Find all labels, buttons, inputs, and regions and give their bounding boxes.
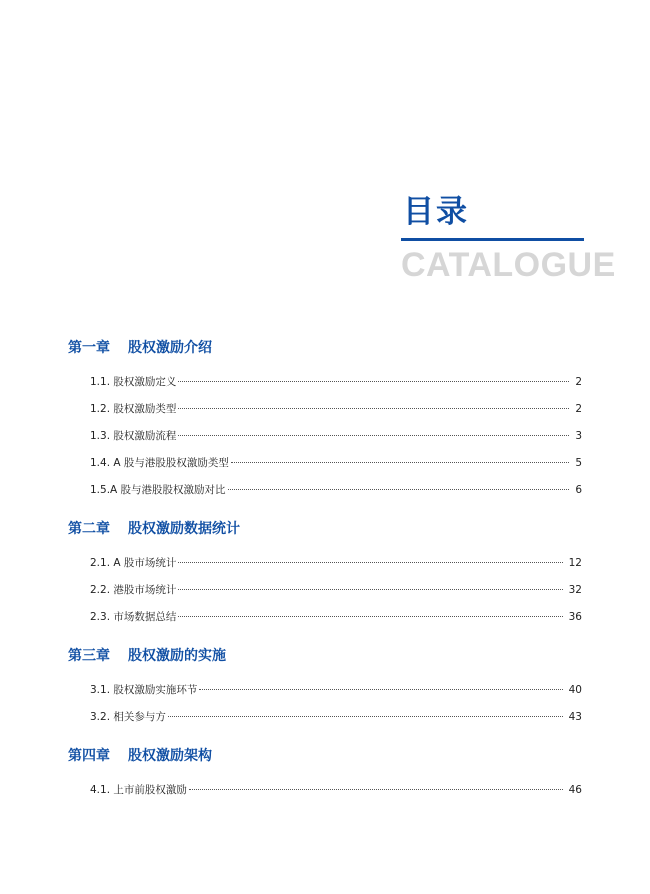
dot-leader — [178, 562, 562, 563]
toc-page-number: 3 — [575, 430, 582, 442]
toc-entry[interactable] — [90, 401, 582, 417]
toc-entry[interactable] — [90, 428, 582, 444]
toc-page-number: 43 — [568, 711, 582, 723]
toc-page-number: 6 — [575, 484, 582, 496]
toc-entry[interactable] — [90, 374, 582, 390]
toc-page-number: 40 — [568, 684, 582, 696]
chapter-number: 第一章 — [68, 340, 110, 356]
toc-entry-label: 3.2. 相关参与方 — [90, 711, 166, 723]
toc-entry[interactable] — [90, 782, 582, 798]
toc-entry-label: 2.1. A 股市场统计 — [90, 557, 177, 569]
toc-entry[interactable] — [90, 609, 582, 625]
page-subtitle: CATALOGUE — [401, 246, 616, 284]
chapter-title: 股权激励的实施 — [128, 648, 226, 664]
dot-leader — [178, 381, 569, 382]
toc-entry-label: 1.1. 股权激励定义 — [90, 376, 177, 388]
chapter-heading[interactable] — [68, 338, 212, 358]
toc-page-number: 2 — [575, 376, 582, 388]
toc-page-number: 5 — [575, 457, 582, 469]
toc-entry[interactable] — [90, 455, 582, 471]
dot-leader — [178, 616, 562, 617]
toc-page-number: 36 — [568, 611, 582, 623]
dot-leader — [178, 589, 562, 590]
toc-entry-label: 3.1. 股权激励实施环节 — [90, 684, 198, 696]
dot-leader — [178, 435, 569, 436]
title-underline — [401, 238, 584, 241]
chapter-number: 第二章 — [68, 521, 110, 537]
catalogue-heading — [401, 192, 616, 285]
toc-entry-label: 1.5.A 股与港股股权激励对比 — [90, 484, 226, 496]
toc-entry[interactable] — [90, 482, 582, 498]
dot-leader — [228, 489, 570, 490]
toc-entry-label: 1.2. 股权激励类型 — [90, 403, 177, 415]
chapter-title: 股权激励架构 — [128, 748, 212, 764]
toc-entry[interactable] — [90, 555, 582, 571]
toc-page-number: 12 — [568, 557, 582, 569]
toc-entry-label: 1.4. A 股与港股股权激励类型 — [90, 457, 229, 469]
toc-page-number: 32 — [568, 584, 582, 596]
chapter-heading[interactable] — [68, 519, 240, 539]
chapter-title: 股权激励介绍 — [128, 340, 212, 356]
page-title: 目录 — [403, 194, 469, 230]
toc-entry-label: 1.3. 股权激励流程 — [90, 430, 177, 442]
toc-entry[interactable] — [90, 582, 582, 598]
chapter-number: 第四章 — [68, 748, 110, 764]
dot-leader — [178, 408, 569, 409]
toc-entry[interactable] — [90, 682, 582, 698]
toc-entry-label: 2.2. 港股市场统计 — [90, 584, 177, 596]
dot-leader — [168, 716, 563, 717]
toc-entry-label: 4.1. 上市前股权激励 — [90, 784, 187, 796]
dot-leader — [231, 462, 569, 463]
chapter-number: 第三章 — [68, 648, 110, 664]
toc-entry[interactable] — [90, 709, 582, 725]
dot-leader — [189, 789, 563, 790]
chapter-heading[interactable] — [68, 746, 212, 766]
chapter-title: 股权激励数据统计 — [128, 521, 240, 537]
chapter-heading[interactable] — [68, 646, 226, 666]
toc-page-number: 2 — [575, 403, 582, 415]
toc-page-number: 46 — [568, 784, 582, 796]
dot-leader — [199, 689, 562, 690]
toc-entry-label: 2.3. 市场数据总结 — [90, 611, 177, 623]
